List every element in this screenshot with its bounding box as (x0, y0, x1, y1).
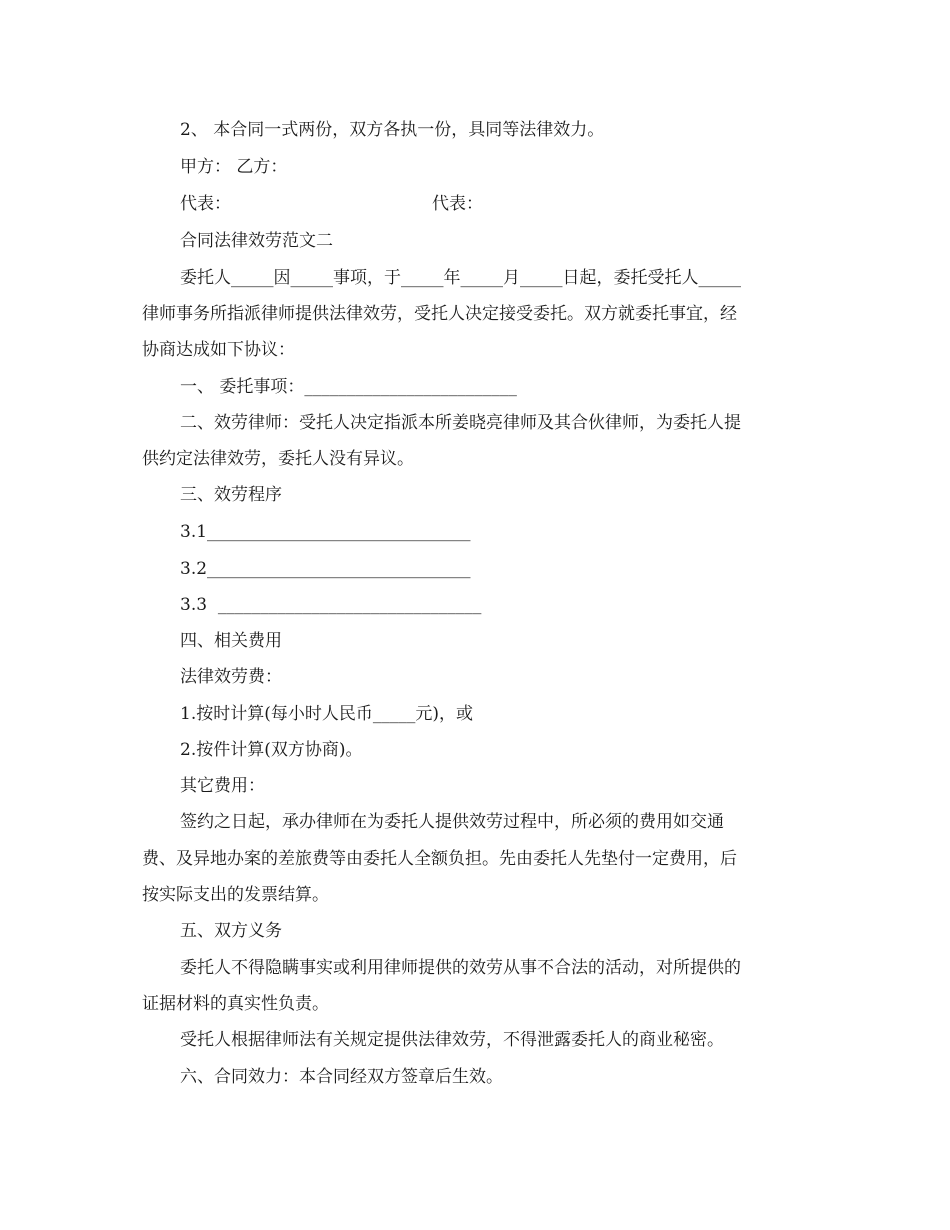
procedure-item: 3.1_______________________________ (180, 522, 471, 542)
party-labels: 甲方： 乙方： (180, 157, 288, 177)
paragraph-line: 委托人不得隐瞒事实或利用律师提供的效劳从事不合法的活动，对所提供的 (180, 958, 741, 978)
paragraph-line: 按实际支出的发票结算。 (142, 885, 329, 905)
clause-heading: 四、相关费用 (180, 631, 282, 651)
fee-option: 2.按件计算(双方协商)。 (180, 740, 363, 760)
representative-b-label: 代表： (432, 194, 483, 214)
paragraph-line: 费、及异地办案的差旅费等由委托人全额负担。先由委托人先垫付一定费用，后 (142, 849, 737, 869)
clause-entrusted-matter: 一、 委托事项：_________________________ (180, 377, 517, 397)
fee-option: 1.按时计算(每小时人民币_____元)，或 (180, 704, 473, 724)
paragraph-line: 签约之日起，承办律师在为委托人提供效劳过程中，所必须的费用如交通 (180, 812, 724, 832)
clause-heading: 五、双方义务 (180, 921, 282, 941)
clause-copies: 2、 本合同一式两份，双方各执一份，具同等法律效力。 (180, 120, 605, 140)
procedure-item: 3.3 _______________________________ (180, 595, 482, 615)
paragraph-line: 受托人根据律师法有关规定提供法律效劳，不得泄露委托人的商业秘密。 (180, 1030, 724, 1050)
clause-heading: 三、效劳程序 (180, 485, 282, 505)
clause-effectiveness: 六、合同效力：本合同经双方签章后生效。 (180, 1067, 503, 1087)
clause-service-lawyer: 二、效劳律师：受托人决定指派本所姜晓亮律师及其合伙律师，为委托人提 (180, 413, 741, 433)
paragraph-line: 协商达成如下协议： (142, 340, 295, 360)
paragraph-line: 证据材料的真实性负责。 (142, 994, 329, 1014)
procedure-item: 3.2_______________________________ (180, 559, 471, 579)
sub-heading: 其它费用： (180, 776, 265, 796)
paragraph-line: 律师事务所指派律师提供法律效劳，受托人决定接受委托。双方就委托事宜，经 (142, 304, 737, 324)
representative-a-label: 代表： (180, 194, 231, 214)
paragraph-line: 供约定法律效劳，委托人没有异议。 (142, 449, 414, 469)
paragraph-line: 委托人_____因_____事项，于_____年_____月_____日起，委托受托人_____ (180, 268, 741, 288)
sub-heading: 法律效劳费： (180, 667, 282, 687)
section-title: 合同法律效劳范文二 (180, 231, 333, 251)
